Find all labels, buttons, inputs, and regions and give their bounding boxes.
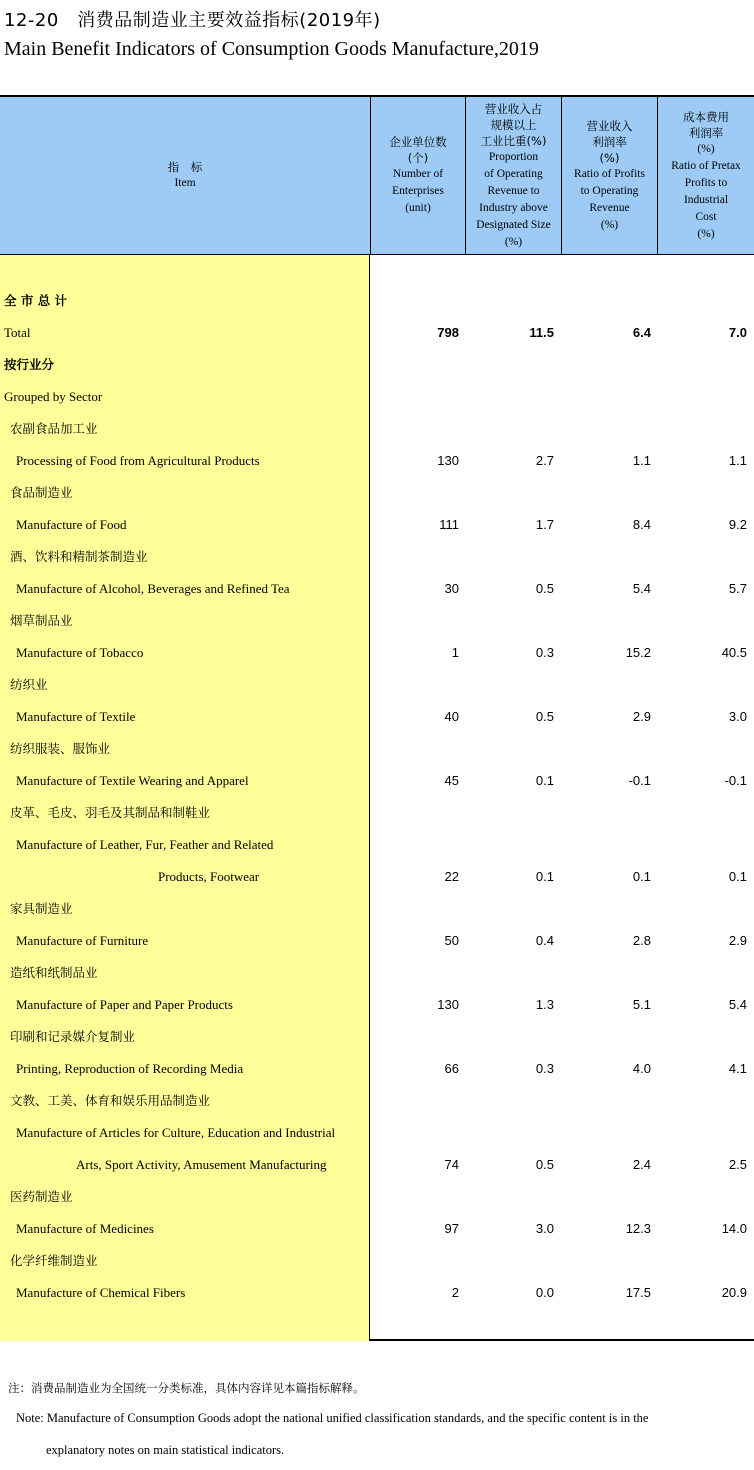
proportion-value: 2.7 bbox=[535, 453, 554, 468]
row-label: Processing of Food from Agricultural Products bbox=[16, 453, 260, 468]
enterprises-value: 74 bbox=[444, 1157, 459, 1172]
header-proportion-cn-3: 工业比重(%) bbox=[480, 133, 547, 148]
enterprises-value: 111 bbox=[439, 517, 459, 532]
profit-revenue-value: 1.1 bbox=[632, 453, 651, 468]
enterprises-value: 97 bbox=[444, 1221, 459, 1236]
header-profit-cost-en-5: (%) bbox=[697, 227, 715, 240]
profit-revenue-value: 15.2 bbox=[625, 645, 651, 660]
table-row bbox=[0, 317, 754, 349]
table-row bbox=[0, 1213, 754, 1245]
profit-cost-value: 5.4 bbox=[728, 997, 747, 1012]
table-row bbox=[0, 541, 754, 573]
row-label: Printing, Reproduction of Recording Media bbox=[16, 1061, 244, 1076]
header-proportion-cn-1: 营业收入占 bbox=[484, 101, 543, 116]
header-profit-revenue-en-2: to Operating bbox=[580, 184, 639, 197]
profit-cost-value: 20.9 bbox=[721, 1285, 747, 1300]
header-proportion-en-1: Proportion bbox=[488, 150, 539, 163]
header-profit-revenue-en-4: (%) bbox=[600, 218, 619, 231]
profit-revenue-value: 12.3 bbox=[625, 1221, 651, 1236]
profit-cost-value: 5.7 bbox=[728, 581, 747, 596]
table-row bbox=[0, 1085, 754, 1117]
row-label: Manufacture of Medicines bbox=[16, 1221, 154, 1236]
proportion-value: 0.1 bbox=[535, 869, 554, 884]
table-row bbox=[0, 445, 754, 477]
header-proportion-en-4: Industry above bbox=[479, 201, 548, 214]
proportion-value: 0.3 bbox=[535, 1061, 554, 1076]
row-label: 酒、饮料和精制茶制造业 bbox=[10, 549, 148, 564]
table-row bbox=[0, 285, 754, 317]
table-row bbox=[0, 381, 754, 413]
table-row bbox=[0, 509, 754, 541]
table-row bbox=[0, 413, 754, 445]
profit-cost-value: 40.5 bbox=[721, 645, 747, 660]
profit-cost-value: 1.1 bbox=[728, 453, 747, 468]
row-label: 医药制造业 bbox=[10, 1189, 73, 1204]
profit-cost-value: 14.0 bbox=[721, 1221, 747, 1236]
profit-revenue-value: 5.1 bbox=[632, 997, 651, 1012]
profit-revenue-value: 0.1 bbox=[632, 869, 651, 884]
profit-cost-value: 3.0 bbox=[728, 709, 747, 724]
proportion-value: 0.5 bbox=[535, 581, 554, 596]
row-label: 皮革、毛皮、羽毛及其制品和制鞋业 bbox=[10, 805, 211, 820]
proportion-value: 0.4 bbox=[535, 933, 554, 948]
profit-revenue-value: 2.4 bbox=[632, 1157, 651, 1172]
row-label: 印刷和记录媒介复制业 bbox=[10, 1029, 136, 1044]
header-enterprises bbox=[370, 97, 465, 254]
header-item bbox=[0, 97, 370, 254]
table-row bbox=[0, 989, 754, 1021]
header-profit-revenue-en-3: Revenue bbox=[589, 201, 630, 214]
table-row bbox=[0, 1053, 754, 1085]
header-proportion bbox=[465, 97, 561, 254]
row-label: 食品制造业 bbox=[10, 485, 73, 500]
enterprises-value: 66 bbox=[444, 1061, 459, 1076]
row-label: 文教、工美、体育和娱乐用品制造业 bbox=[10, 1093, 211, 1108]
profit-revenue-value: 6.4 bbox=[632, 325, 651, 340]
profit-cost-value: 4.1 bbox=[728, 1061, 747, 1076]
header-profit-revenue bbox=[561, 97, 657, 254]
table-row bbox=[0, 733, 754, 765]
header-profit-revenue-cn-2: 利润率 bbox=[592, 134, 627, 149]
table-row bbox=[0, 797, 754, 829]
indicator-table bbox=[0, 95, 754, 1341]
header-proportion-en-3: Revenue to bbox=[487, 184, 540, 197]
proportion-value: 3.0 bbox=[535, 1221, 554, 1236]
header-profit-cost-en-1: Ratio of Pretax bbox=[671, 159, 741, 172]
header-enterprises-cn-2: (个) bbox=[407, 151, 429, 165]
header-profit-cost-en-2: Profits to bbox=[684, 176, 728, 189]
profit-revenue-value: 8.4 bbox=[632, 517, 651, 532]
header-proportion-en-6: (%) bbox=[504, 235, 523, 248]
row-label: 纺织业 bbox=[10, 677, 48, 692]
header-enterprises-en-2: Enterprises bbox=[392, 185, 444, 197]
row-label: 纺织服装、服饰业 bbox=[10, 741, 111, 756]
page-title-cn: 12-20 消费品制造业主要效益指标(2019年) bbox=[4, 10, 381, 31]
row-label: Manufacture of Food bbox=[16, 517, 127, 532]
enterprises-value: 798 bbox=[437, 325, 459, 340]
row-label: Manufacture of Leather, Fur, Feather and Related bbox=[16, 837, 274, 852]
row-label: 全 市 总 计 bbox=[4, 293, 68, 308]
row-label: Manufacture of Alcohol, Beverages and Refined Tea bbox=[16, 581, 290, 596]
profit-revenue-value: 5.4 bbox=[632, 581, 651, 596]
proportion-value: 0.0 bbox=[535, 1285, 554, 1300]
table-row bbox=[0, 349, 754, 381]
row-label: 家具制造业 bbox=[10, 901, 73, 916]
row-label: Manufacture of Chemical Fibers bbox=[16, 1285, 186, 1300]
table-row bbox=[0, 829, 754, 861]
row-label: Manufacture of Paper and Paper Products bbox=[16, 997, 233, 1012]
row-label: Manufacture of Textile bbox=[16, 709, 136, 724]
header-profit-cost-en-3: Industrial bbox=[683, 193, 729, 206]
table-row bbox=[0, 893, 754, 925]
header-enterprises-cn-1: 企业单位数 bbox=[389, 135, 447, 149]
profit-cost-value: 7.0 bbox=[728, 325, 747, 340]
row-label: Manufacture of Articles for Culture, Education and Industrial bbox=[16, 1125, 336, 1140]
proportion-value: 0.5 bbox=[535, 709, 554, 724]
row-label: 化学纤维制造业 bbox=[10, 1253, 98, 1268]
table-row bbox=[0, 573, 754, 605]
note-en-line-2: explanatory notes on main statistical indicators. bbox=[46, 1443, 285, 1457]
table-row bbox=[0, 669, 754, 701]
header-proportion-cn-2: 规模以上 bbox=[490, 117, 537, 132]
table-row bbox=[0, 1181, 754, 1213]
table-row bbox=[0, 637, 754, 669]
table-row bbox=[0, 1021, 754, 1053]
profit-revenue-value: 17.5 bbox=[625, 1285, 651, 1300]
note-en-line-1: Note: Manufacture of Consumption Goods adopt the national unified classification standards, and the specific content is in the bbox=[16, 1411, 649, 1425]
row-label: Total bbox=[4, 325, 31, 340]
proportion-value: 0.3 bbox=[535, 645, 554, 660]
table-row bbox=[0, 477, 754, 509]
profit-cost-value: 9.2 bbox=[728, 517, 747, 532]
profit-cost-value: 2.5 bbox=[728, 1157, 747, 1172]
table-row bbox=[0, 1117, 754, 1149]
row-label: 造纸和纸制品业 bbox=[10, 965, 98, 980]
row-label: Manufacture of Furniture bbox=[16, 933, 149, 948]
table-row bbox=[0, 861, 754, 893]
enterprises-value: 45 bbox=[444, 773, 459, 788]
header-enterprises-en-1: Number of bbox=[392, 168, 444, 180]
profit-revenue-value: 2.8 bbox=[632, 933, 651, 948]
page-title-en: Main Benefit Indicators of Consumption Goods Manufacture,2019 bbox=[4, 38, 539, 60]
table-row bbox=[0, 765, 754, 797]
enterprises-value: 2 bbox=[451, 1285, 459, 1300]
proportion-value: 1.3 bbox=[535, 997, 554, 1012]
row-label: 烟草制品业 bbox=[10, 613, 73, 628]
enterprises-value: 22 bbox=[444, 869, 459, 884]
header-profit-cost-cn-3: (%) bbox=[697, 142, 715, 155]
enterprises-value: 130 bbox=[437, 453, 459, 468]
table-row bbox=[0, 605, 754, 637]
row-label: Grouped by Sector bbox=[4, 389, 103, 404]
enterprises-value: 40 bbox=[444, 709, 459, 724]
header-profit-cost-cn-2: 利润率 bbox=[688, 125, 724, 140]
profit-cost-value: 2.9 bbox=[728, 933, 747, 948]
header-item-en: Item bbox=[174, 177, 196, 189]
table-row bbox=[0, 1149, 754, 1181]
header-item-cn: 指 标 bbox=[167, 160, 203, 174]
profit-revenue-value: 4.0 bbox=[632, 1061, 651, 1076]
header-profit-cost-en-4: Cost bbox=[695, 210, 717, 223]
header-profit-cost bbox=[657, 97, 754, 254]
row-label: 按行业分 bbox=[4, 357, 55, 372]
row-label: Manufacture of Tobacco bbox=[16, 645, 144, 660]
row-label: Products, Footwear bbox=[158, 869, 260, 884]
proportion-value: 1.7 bbox=[535, 517, 554, 532]
header-profit-revenue-cn-3: (%) bbox=[599, 150, 620, 165]
header-profit-revenue-en-1: Ratio of Profits bbox=[574, 167, 645, 180]
proportion-value: 0.5 bbox=[535, 1157, 554, 1172]
table-row bbox=[0, 1277, 754, 1309]
table-row bbox=[0, 1245, 754, 1277]
header-profit-cost-cn-1: 成本费用 bbox=[683, 109, 729, 124]
enterprises-value: 50 bbox=[444, 933, 459, 948]
table-header bbox=[0, 97, 754, 255]
profit-revenue-value: -0.1 bbox=[628, 773, 651, 788]
row-label: Arts, Sport Activity, Amusement Manufacturing bbox=[76, 1157, 327, 1172]
enterprises-value: 130 bbox=[437, 997, 459, 1012]
enterprises-value: 1 bbox=[451, 645, 459, 660]
proportion-value: 11.5 bbox=[529, 325, 554, 340]
table-row bbox=[0, 925, 754, 957]
enterprises-value: 30 bbox=[444, 581, 459, 596]
header-profit-revenue-cn-1: 营业收入 bbox=[586, 118, 633, 133]
header-enterprises-en-3: (unit) bbox=[405, 202, 431, 214]
note-cn: 注：消费品制造业为全国统一分类标准，具体内容详见本篇指标解释。 bbox=[8, 1381, 365, 1395]
table-row bbox=[0, 957, 754, 989]
table-row bbox=[0, 701, 754, 733]
row-label: 农副食品加工业 bbox=[10, 421, 98, 436]
profit-cost-value: -0.1 bbox=[724, 773, 747, 788]
header-proportion-en-2: of Operating bbox=[484, 167, 543, 180]
profit-revenue-value: 2.9 bbox=[632, 709, 651, 724]
header-proportion-en-5: Designated Size bbox=[476, 218, 551, 231]
row-label: Manufacture of Textile Wearing and Apparel bbox=[16, 773, 249, 788]
proportion-value: 0.1 bbox=[535, 773, 554, 788]
profit-cost-value: 0.1 bbox=[728, 869, 747, 884]
